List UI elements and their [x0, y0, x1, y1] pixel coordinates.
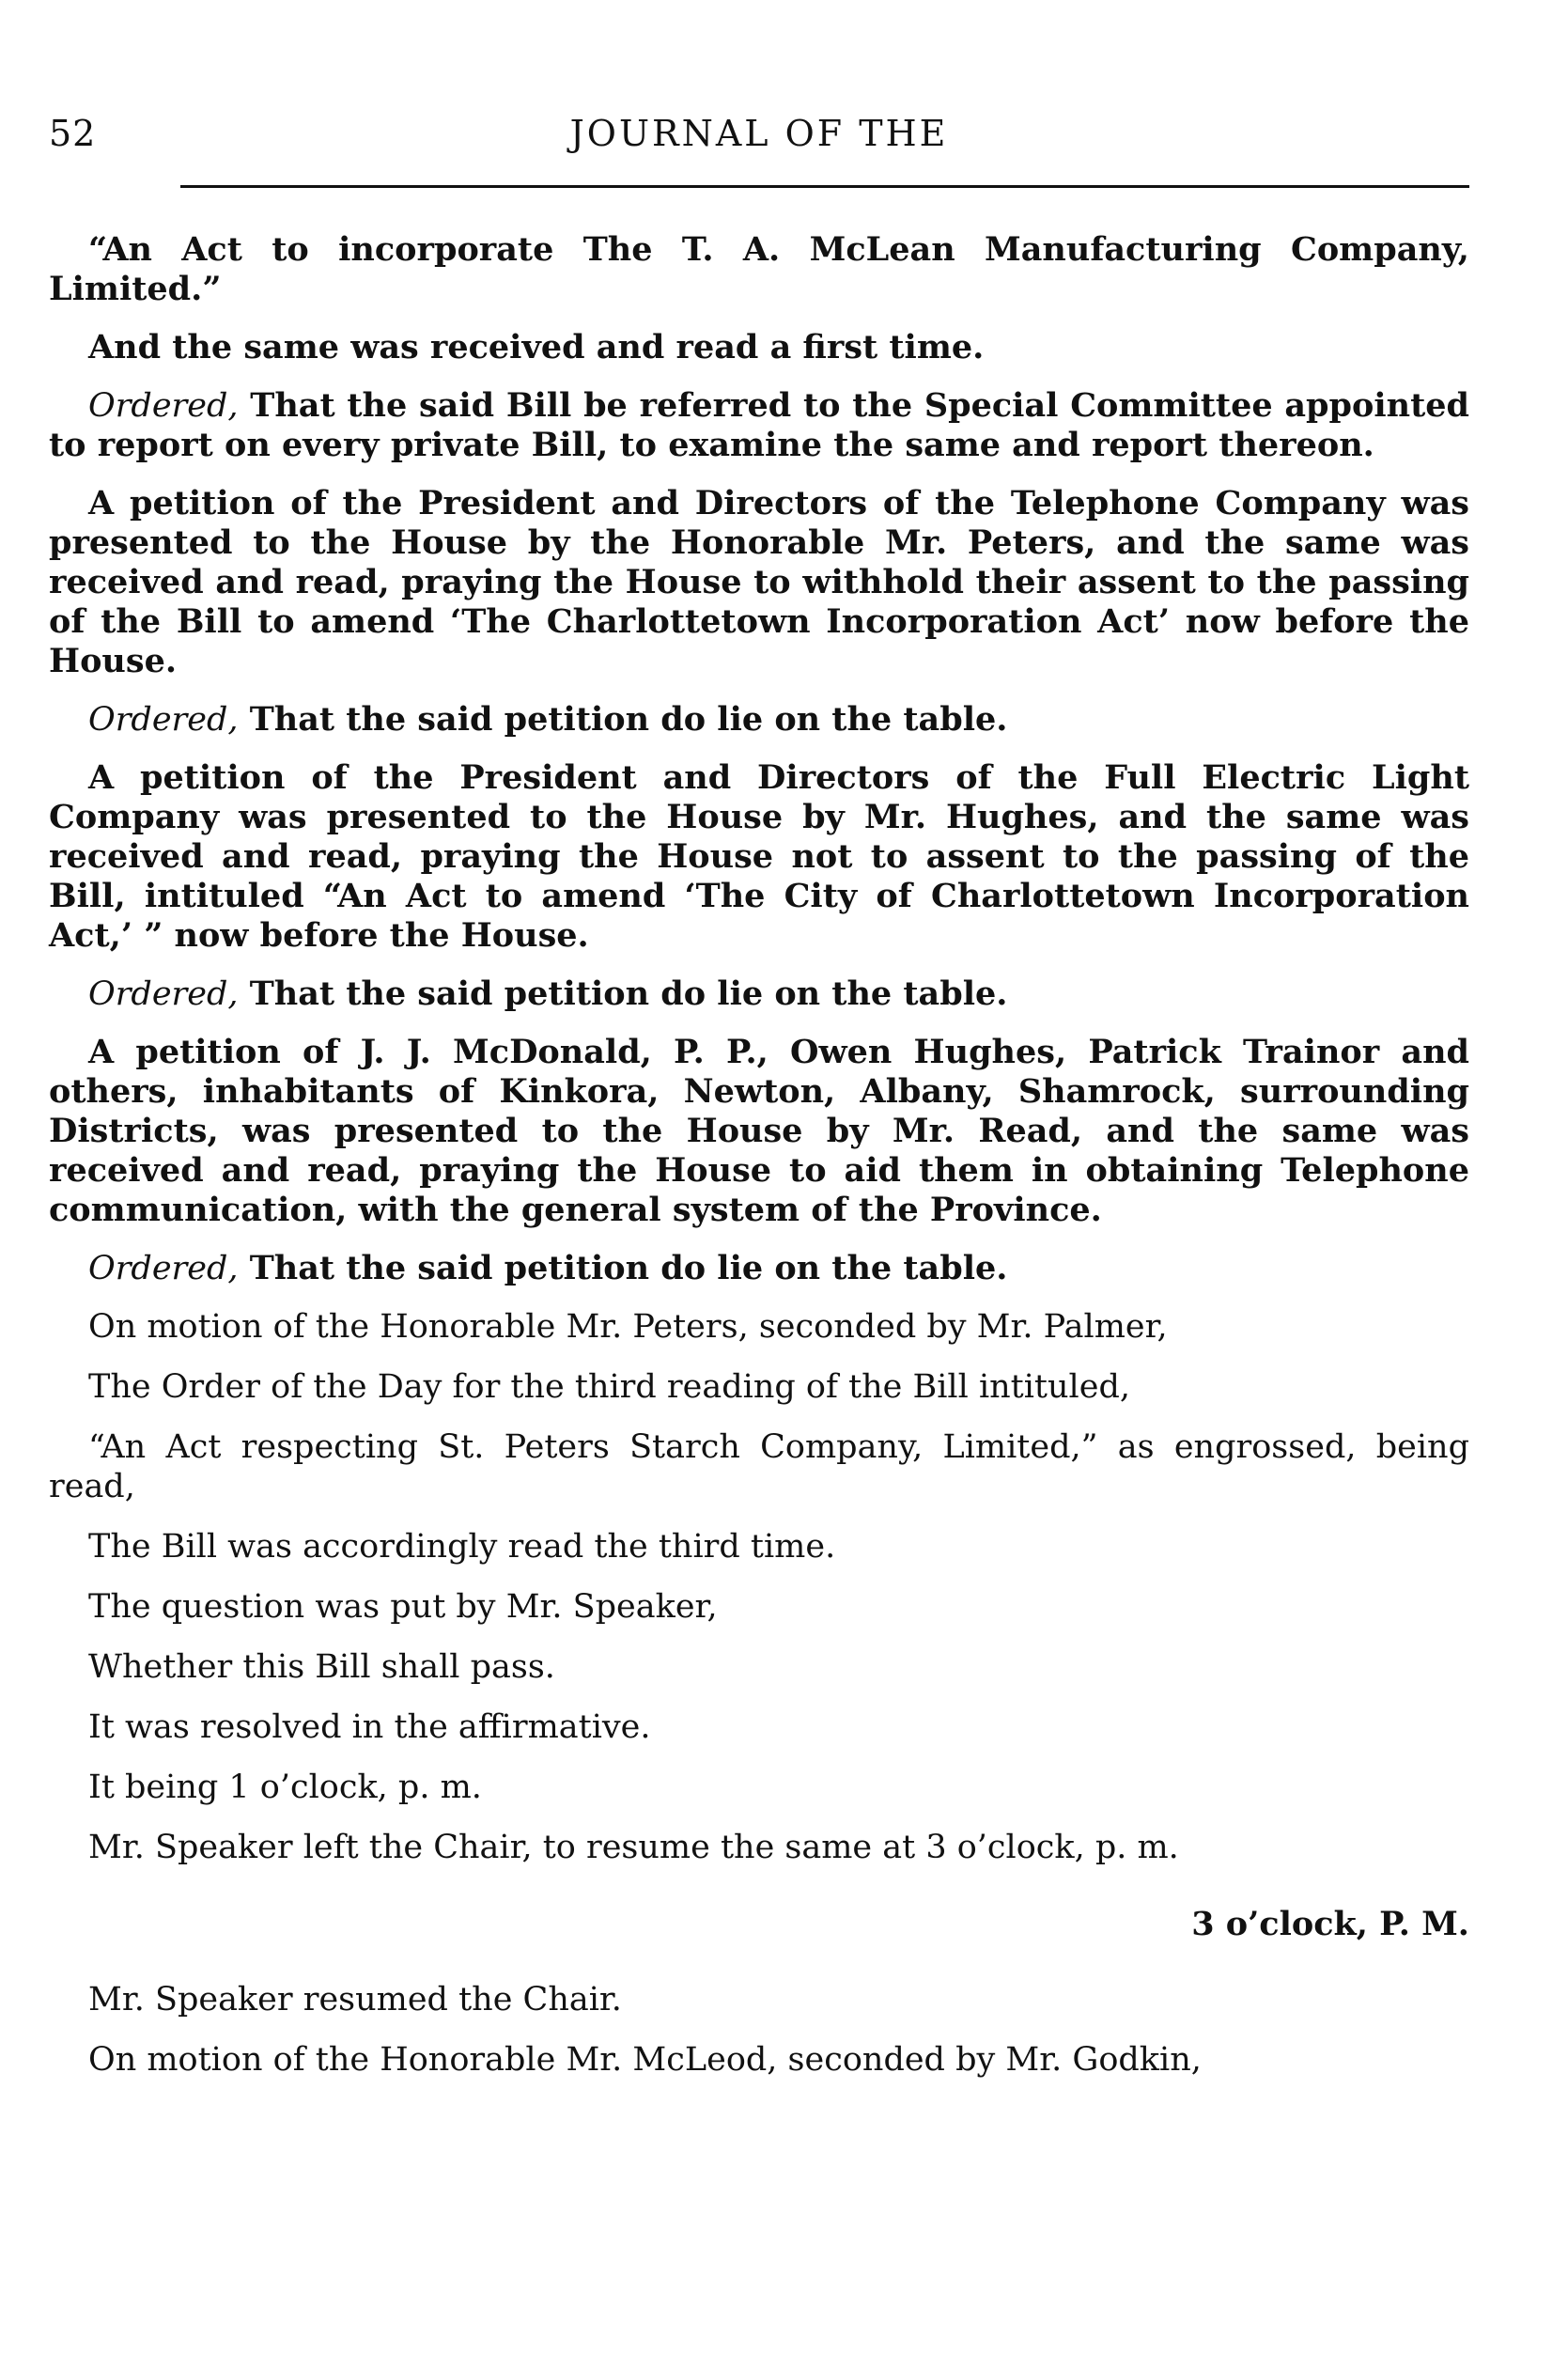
third-reading-paragraph: The Bill was accordingly read the third time.	[88, 1528, 836, 1566]
bill-title-paragraph: “An Act respecting St. Peters Starch Company, Limited,” as engrossed, being read,	[49, 1428, 1469, 1505]
first-reading-paragraph: And the same was received and read a first time.	[88, 328, 985, 366]
recess-paragraph: Mr. Speaker left the Chair, to resume the same at 3 o’clock, p. m.	[88, 1829, 1179, 1866]
ordered-label: Ordered,	[88, 975, 239, 1013]
ordered-paragraph: Ordered, That the said petition do lie on the table.	[88, 974, 1008, 1013]
order-of-day-paragraph: The Order of the Day for the third reading of the Bill intituled,	[88, 1368, 1130, 1406]
act-title-paragraph: “An Act to incorporate The T. A. McLean Manufacturing Company, Limited.”	[49, 230, 1469, 308]
motion-paragraph: On motion of the Honorable Mr. McLeod, seconded by Mr. Godkin,	[88, 2041, 1202, 2079]
petition-paragraph: A petition of J. J. McDonald, P. P., Owen Hughes, Patrick Trainor and others, inhabitants of Kinkora, Newton, Albany, Shamrock, surrounding Districts, was presented to the House by Mr. Read, and the same was received and read, praying the House to aid them in obtaining Telephone communication, with the general system of the Province.	[49, 1033, 1469, 1229]
petition-paragraph: A petition of the President and Directors of the Full Electric Light Company was presented to the House by Mr. Hughes, and the same was received and read, praying the House not to assent to the passing of the Bill, intituled “An Act to amend ‘The City of Charlottetown Incorporation Act,’ ” now before the House.	[49, 758, 1469, 955]
question-text-paragraph: Whether this Bill shall pass.	[88, 1648, 555, 1686]
journal-body	[49, 230, 1469, 2100]
ordered-label: Ordered,	[88, 701, 239, 739]
header-rule	[180, 185, 1469, 188]
time-paragraph: It being 1 o’clock, p. m.	[88, 1769, 482, 1806]
page-number: 52	[49, 113, 97, 154]
petition-paragraph: A petition of the President and Directors of the Telephone Company was presented to the House by the Honorable Mr. Peters, and the same was received and read, praying the House to withhold their assent to the passing of the Bill to amend ‘The Charlottetown Incorporation Act’ now before the House.	[49, 484, 1469, 680]
page-header	[49, 113, 1469, 169]
question-paragraph: The question was put by Mr. Speaker,	[88, 1588, 718, 1626]
resumed-paragraph: Mr. Speaker resumed the Chair.	[88, 1981, 622, 2018]
running-head: JOURNAL OF THE	[569, 113, 949, 154]
ordered-label: Ordered,	[88, 1250, 239, 1287]
resolution-paragraph: It was resolved in the affirmative.	[88, 1708, 651, 1746]
ordered-paragraph: Ordered, That the said petition do lie on the table.	[88, 700, 1008, 739]
ordered-label: Ordered,	[88, 387, 239, 425]
motion-paragraph: On motion of the Honorable Mr. Peters, seconded by Mr. Palmer,	[88, 1308, 1168, 1346]
ordered-paragraph: Ordered, That the said petition do lie on the table.	[88, 1249, 1008, 1287]
session-time-heading: 3 o’clock, P. M.	[1191, 1905, 1469, 1943]
ordered-paragraph: Ordered, That the said Bill be referred to the Special Committee appointed to report on every private Bill, to examine the same and report thereon.	[49, 386, 1469, 464]
